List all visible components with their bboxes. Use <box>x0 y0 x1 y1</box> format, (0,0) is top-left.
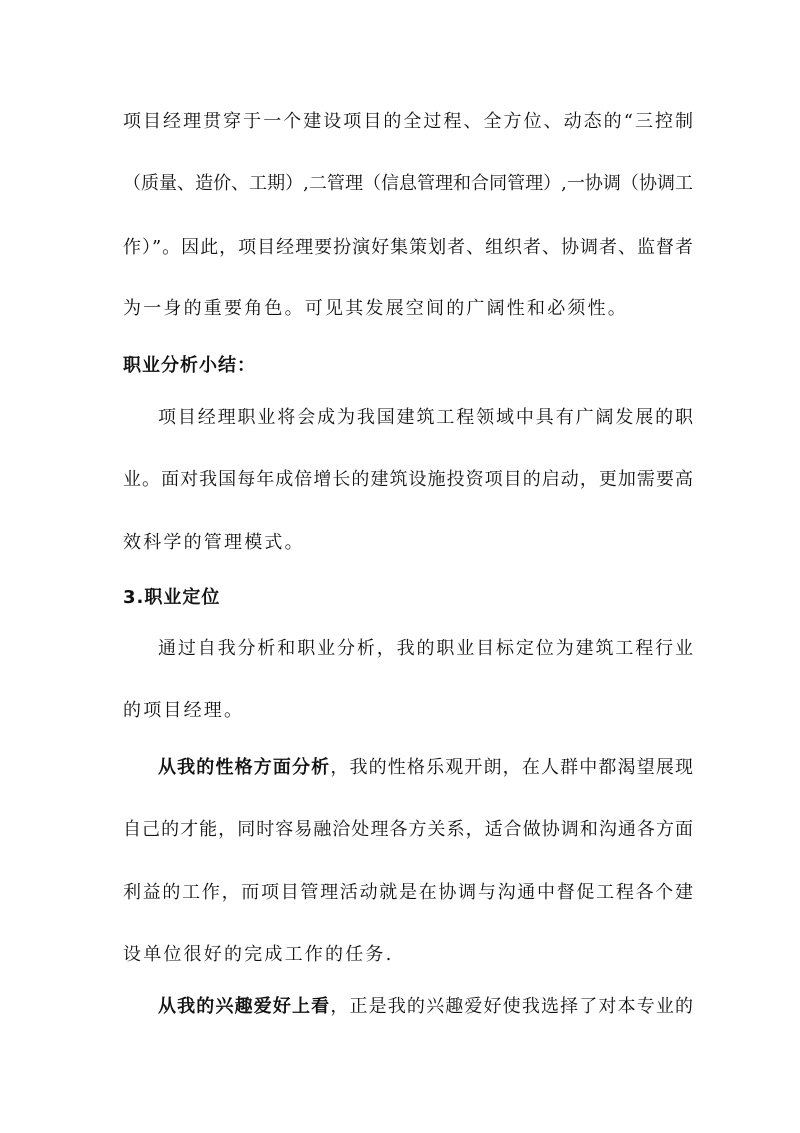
interests-lead: 从我的兴趣爱好上看 <box>158 996 331 1017</box>
positioning-line-1: 通过自我分析和职业分析，我的职业目标定位为建筑工程行业 <box>158 638 693 659</box>
summary-line-1: 项目经理职业将会成为我国建筑工程领域中具有广阔发展的职 <box>158 407 693 428</box>
personality-line-4: 设单位很好的完成工作的任务. <box>123 944 394 965</box>
intro-line-3: 作）”。因此，项目经理要扮演好集策划者、组织者、协调者、监督者 <box>123 237 693 258</box>
summary-heading: 职业分析小结： <box>123 355 256 376</box>
intro-line-1: 项目经理贯穿于一个建设项目的全过程、全方位、动态的“三控制 <box>123 111 693 132</box>
intro-line-2: （质量、造价、工期）,二管理（信息管理和合同管理）,一协调（协调工 <box>123 173 693 194</box>
interests-first-rest: ，正是我的兴趣爱好使我选择了对本专业的 <box>330 996 694 1017</box>
summary-line-3: 效科学的管理模式。 <box>123 532 305 553</box>
summary-line-2: 业。面对我国每年成倍增长的建筑设施投资项目的启动，更加需要高 <box>123 469 693 490</box>
personality-lead: 从我的性格方面分析 <box>158 757 331 778</box>
positioning-heading: 3.职业定位 <box>123 587 221 608</box>
personality-line-1 <box>158 756 693 780</box>
intro-line-4: 为一身的重要角色。可见其发展空间的广阔性和必须性。 <box>123 298 628 319</box>
personality-line-3: 利益的工作，而项目管理活动就是在协调与沟通中督促工程各个建 <box>123 882 693 903</box>
interests-line-1 <box>158 995 693 1019</box>
positioning-line-2: 的项目经理。 <box>123 700 245 721</box>
personality-first-rest: ，我的性格乐观开朗，在人群中都渴望展现 <box>330 757 694 778</box>
personality-line-2: 自己的才能，同时容易融洽处理各方关系，适合做协调和沟通各方面 <box>123 819 693 840</box>
